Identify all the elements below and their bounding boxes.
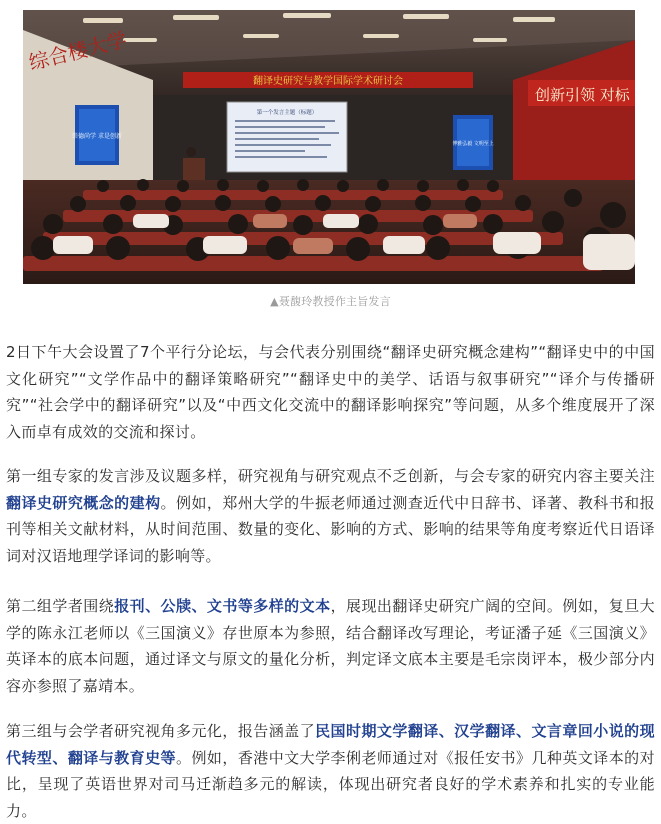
paragraph-text-before: 第二组学者围绕	[6, 597, 115, 615]
paragraph-group-one	[6, 463, 655, 569]
paragraph-text-after: 。例如，香港中文大学李俐老师通过对《报任安书》几种英文译本的对比，呈现了英语世界对司马迁渐趋多元的解读，体现出研究者良好的学术素养和扎实的专业能力。	[6, 748, 655, 820]
banner-text: 翻译史研究与教学国际学术研讨会	[253, 76, 403, 87]
screen-right-text: 博雅弘毅 文明至上	[452, 141, 494, 147]
paragraph-group-two	[6, 593, 655, 699]
paragraph-forum-overview	[6, 339, 655, 445]
highlighted-topic: 报刊、公牍、文书等多样的文本	[114, 597, 331, 615]
paragraph-text-after: ，展现出翻译史研究广阔的空间。例如，复旦大学的陈永江老师以《三国演义》存世原本为参照，结合翻译改写理论，考证潘子延《三国演义》英译本的底本问题，通过译文与原文的量化分析，判定译文底本主要是毛宗岗评本，极少部分内容亦参照了嘉靖本。	[6, 597, 656, 695]
photo-caption: ▲聂馥玲教授作主旨发言	[270, 295, 391, 308]
paragraph-text-before: 第三组与会学者研究视角多元化，报告涵盖了	[6, 722, 316, 740]
paragraph-group-three	[6, 718, 655, 824]
left-wall-text: 综合楼大学	[26, 27, 130, 75]
paragraph-text-after: 。例如，郑州大学的牛振老师通过测查近代中日辞书、译著、教科书和报刊等相关文献材料，从时间范围、数量的变化、影响的方式、影响的结果等角度考察近代日语译词对汉语地理学译词的影响等。	[6, 493, 655, 565]
slide-title: 第一个发言主题（标题）	[256, 110, 318, 116]
highlighted-topic: 翻译史研究概念的建构	[6, 493, 161, 512]
paragraph-text: 2日下午大会设置了7个平行分论坛，与会代表分别围绕“翻译史研究概念建构”“翻译史中的中国文化研究”“文学作品中的翻译策略研究”“翻译史中的美学、话语与叙事研究”“译介与传播研究”“社会学中的翻译研究”以及“中西文化交流中的翻译影响探究”等问题，从多个维度展开了深入而卓有成效的交流和探讨。	[6, 343, 655, 441]
screen-left-text: 崇德尚学 求是创新	[72, 133, 122, 140]
banner-right-text: 创新引领 对标	[535, 86, 630, 104]
paragraph-text-before: 第一组专家的发言涉及议题多样，研究视角与研究观点不乏创新，与会专家的研究内容主要关注	[6, 467, 655, 485]
highlighted-topic: 民国时期文学翻译、汉学翻译、文言章回小说的现代转型、翻译与教育史等	[6, 722, 655, 767]
conference-photo	[23, 10, 635, 284]
